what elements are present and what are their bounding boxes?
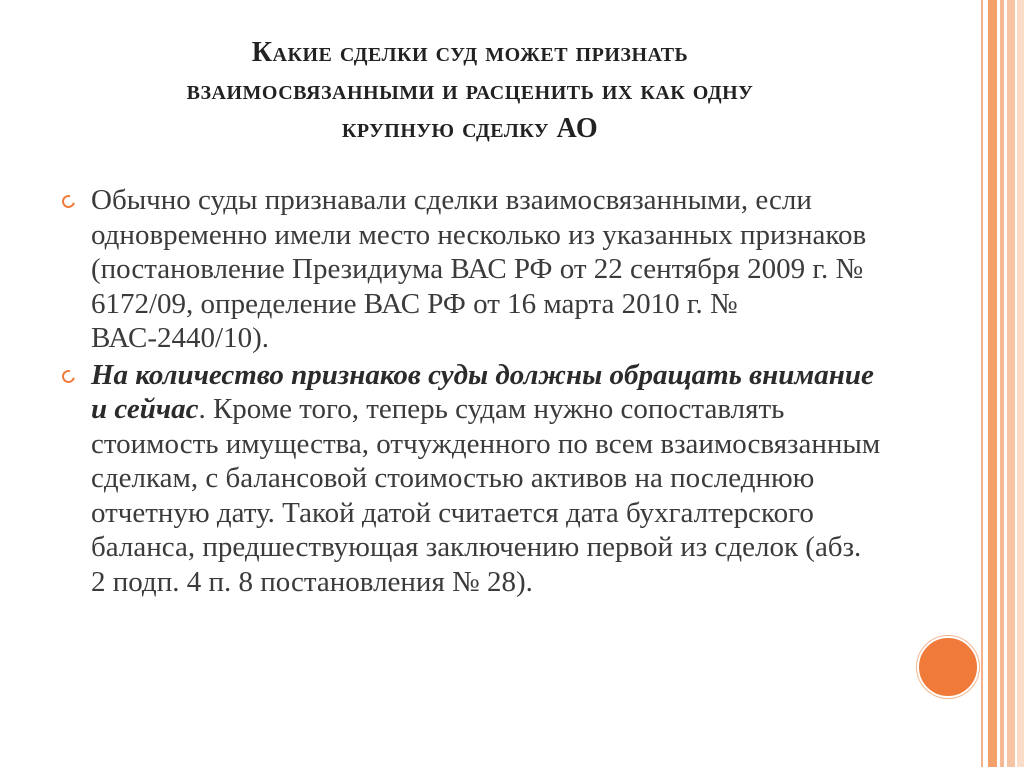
title-line: крупную сделку АО bbox=[341, 113, 599, 144]
bullet-list bbox=[62, 183, 882, 601]
slide-title bbox=[60, 34, 880, 148]
decor-stripe bbox=[981, 0, 983, 767]
title-line: взаимосвязанными и расценить их как одну bbox=[186, 75, 754, 106]
decor-stripe bbox=[1017, 0, 1024, 767]
list-item bbox=[62, 358, 882, 600]
decor-stripe bbox=[988, 0, 997, 767]
title-line: Какие сделки суд может признать bbox=[251, 37, 689, 68]
decor-circle-icon bbox=[917, 636, 979, 698]
bullet-text: . Кроме того, теперь судам нужно сопоставлять стоимость имущества, отчужденного по всем взаимосвязанным сделкам, с балансовой стоимостью активов на последнюю отчетную дату. Такой датой считается дата бухгалтерского баланса, предшествующая заключению первой из сделок (абз. 2 подп. 4 п. 8 постановления № 28). bbox=[91, 393, 881, 598]
bullet-icon bbox=[60, 193, 78, 211]
list-item bbox=[62, 183, 882, 356]
decor-stripe bbox=[1000, 0, 1004, 767]
bullet-text: Обычно суды признавали сделки взаимосвязанными, если одновременно имели место несколько из указанных признаков (постановление Президиума ВАС РФ от 22 сентября 2009 г. № 6172/09, определение ВАС РФ от 16 марта 2010 г. № ВАС-2440/10). bbox=[91, 184, 867, 354]
bullet-emphasis: На количество признаков суды должны обращать внимание и сейчас bbox=[91, 358, 874, 425]
decor-stripe bbox=[1007, 0, 1015, 767]
bullet-icon bbox=[60, 367, 78, 385]
